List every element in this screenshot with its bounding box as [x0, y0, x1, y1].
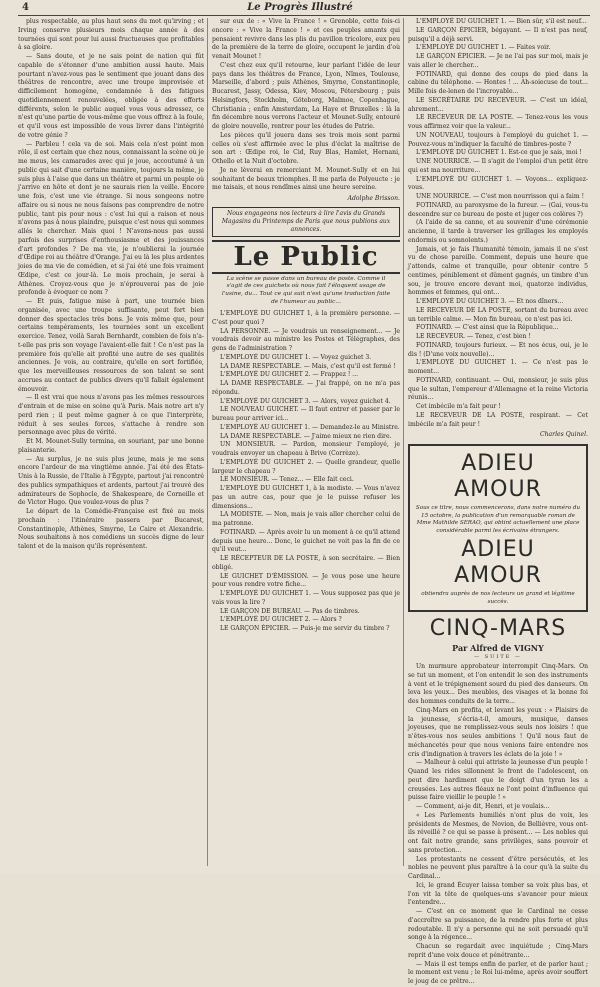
paragraph: Un murmure approbateur interrompit Cinq-Mars. On se tut un moment, et l'on entendit le son des instruments à vent et le trépignement sourd du pied des danseurs. On leva les yeux... Des meubles, des visages et la bonne foi des hommes conduits de la terre... [408, 663, 588, 706]
paragraph: Les pièces qu'il jouera dans ses trois mois sont parmi celles où s'est affirmée avec le plus d'éclat la maîtrise de son art : Œdipe roi, le Cid, Ruy Blas, Hamlet, Hernani, Othello et la Nuit d'octobre. [212, 131, 400, 165]
dialogue-line: L'EMPLOYÉ DU GUICHET 1. — Vous supposez pas que je vais vous la lire ? [212, 590, 400, 606]
dialogue-line: FOTINARD, toujours furieux. — Et nos écus, oui, je le dis ! (D'une voix nouvelle)... [408, 341, 588, 358]
header-rule [18, 15, 590, 16]
newspaper-title: Le Progrès Illustré [247, 2, 353, 13]
dialogue-line: L'EMPLOYÉ DU GUICHET 3. — Alors, voyez guichet 4. [220, 397, 391, 405]
dialogue-line: L'EMPLOYÉ DU GUICHET 1, à la modiste. — Vous n'avez pas un autre cas, pour que je le puisse refuser les dimensions... [212, 485, 400, 510]
dialogue-line: (A l'aide de sa canne, et au souvenir d'une cérémonie ancienne, il tarde à traverser les grillages les employés endormis ou somnolents.) [408, 219, 588, 244]
dialogue-line: L'EMPLOYÉ DU GUICHET 1. Est-ce que je sais, moi ! [416, 149, 582, 157]
dialogue-line: L'EMPLOYÉ DU GUICHET 3. — Et nos dîners... [416, 298, 564, 305]
advert-title: ADIEU AMOUR [454, 451, 542, 502]
dialogue-line: FOTINARD, continuant. — Oui, monsieur, je suis plus que le sultan, l'empereur d'Allemagne et la reine Victoria réunis... [408, 376, 588, 402]
dialogue-line: FOTINARD, qui donne des coups de pied dans la cabine du téléphone. — Hontes ! ... Ah-soiecuse de tout... Mille fois de-lenen de l'incroyable... [408, 70, 588, 95]
advert-adieu-amour [408, 444, 588, 612]
dialogue-line: LA DAME RESPECTABLE. — J'aime mieux ne rien dire. [220, 432, 392, 440]
paragraph: sur eux de : « Vive la France ! » Grenoble, cette fois-ci encore : « Vive la France ! » et ces peuples amants qui pensaient revivre dans les plis du pavillon tricolore, eux peu de la première de la terre de gloire, occupent le jardin d'où venait Mounet ! [212, 18, 400, 60]
column-divider [207, 18, 208, 866]
dialogue-line: LA MODISTE. — Non, mais je vais aller chercher celui de ma patronne. [212, 511, 400, 528]
dialogue-line: L'EMPLOYÉ DU GUICHET 1. — Voyez guichet 3. [220, 353, 372, 361]
dialogue-line: LE RÉCEPTEUR DE LA POSTE, à son secrétaire. — Bien obligé. [212, 555, 400, 571]
section-intro: La scène se passe dans un bureau de poste. Comme il s'agit de ces guichets où nous fait l'éloquent usage de l'usine, du... Tout ce qui suit n'est qu'une traduction faite de l'humeur au public... [221, 275, 391, 305]
paragraph: Ici, le grand Écuyer laissa tomber sa voix plus bas, et l'on vit la tête de quelques-uns s'avancer pour mieux l'entendre... [408, 881, 588, 907]
dialogue-line: LE MONSIEUR. — Tenez... — Elle fait ceci. [220, 476, 354, 484]
serial-author: Par Alfred de VIGNY [452, 642, 544, 653]
dialogue-line: L'EMPLOYÉ DU GUICHET 1. — Bien sûr, s'il est neuf... [416, 18, 587, 25]
dialogue-line: FOTINARD, au paroxysme de la fureur. — (Gai, vous-tu descendre sur ce bureau de poste et juger ces colères ?) [408, 201, 588, 218]
paragraph: — Il est vrai que nous n'avons pas les mêmes ressources d'entrain et de mise en scène qu'à Paris. Mais notre art n'y perd rien ; il peut même gagner à ce que l'interprète, réduit à ses seules forces, s'attache à rendre son personnage avec plus de vérité. [18, 394, 204, 437]
advert-text: Sous ce titre, nous commencerons, dans notre numéro du 15 octobre, la publication d'un remarquable roman de Mme Mathilde SERAO, qui obtint actuellement une place considérable parmi les écrivains étrangers. [415, 505, 581, 534]
dialogue-line: L'EMPLOYÉ AU GUICHET 1. — Demandez-le au Ministre. [220, 423, 400, 431]
advert-title-repeat: ADIEU AMOUR [454, 537, 542, 589]
column-divider [403, 18, 404, 866]
dialogue-line: L'EMPLOYÉ DU GUICHET 1, à la première personne. — C'est pour quoi ? [212, 310, 400, 326]
advert-footer: obtiendra auprès de nos lecteurs un grand et légitime succès. [421, 591, 575, 605]
dialogue-line: UN MONSIEUR. — Pardon, monsieur l'employé, je voudrais envoyer un chapeau à Brive (Corrèze). [212, 441, 400, 458]
dialogue-line: UNE NOURRICE. — Il s'agit de l'emploi d'un petit être qui est ma nourriture... [408, 158, 588, 174]
paragraph: — Comment, ai-je dit, Henri, et je voulais... [416, 803, 550, 811]
serial-suite: — SUITE — [474, 654, 522, 661]
dialogue-line: Cet imbécile m'a fait peur ! [416, 403, 501, 410]
dialogue-line: UNE NOURRICE. — C'est mon nourrisson qui a faim ! [416, 193, 585, 200]
dialogue-line: LE SECRÉTAIRE DU RECEVEUR. — C'est un idéal, ahrement... [408, 96, 588, 113]
dialogue-line: LE GARÇON ÉPICIER, bégayant. — Il n'est pas neuf, puisqu'il a déjà servi. [408, 26, 588, 43]
dialogue-line: LE RECEVEUR DE LA POSTE. — Tenez-vous les vous vous affirmez voir que la valeur... [408, 114, 588, 130]
column-1 [18, 18, 204, 868]
dialogue-line: LE RECEVEUR DE LA POSTE, respirant. — Cet imbécile m'a fait peur ! [408, 411, 588, 428]
dialogue-line: L'EMPLOYÉ DU GUICHET 2. — Frappez ! ... [220, 371, 359, 379]
paragraph: — Malheur à celui qui attriste la jeunesse d'un peuple ! Quand les rides sillonnent le front de l'adolescent, on peut dire hardiment que le doigt d'un tyran les a creusées. Les autres fléaux ne l'ont point d'influence qui puisse faire vieillir le peuple ! » [408, 759, 588, 802]
paragraph: — Au surplus, je ne suis plus jeune, mais je me sens encore l'ardeur de ma vingtième année. J'ai été des États-Unis à la Russie, de l'Italie à l'Égypte, partout j'ai rencontré des publics sympathiques et ardents, partout j'ai trouvé des admirateurs de Sophocle, de Shakespeare, de Corneille et de Victor Hugo. Que voulez-vous de plus ? [18, 455, 204, 507]
author-signature: Adolphe Brisson. [347, 195, 400, 202]
paragraph: — Parbleu ! cela va de soi. Mais cela n'est point mon rôle, il est certain que chez nous, connaissant la scène où je me meus, les camarades avec qui je joue, accoutumé à un public qui sait d'une certaine manière, toujours la même, je suis plus à l'aise que dans un théâtre et parmi un peuple où j'arrive en hôte et dont je ne saurais rien la veille. Encore une fois, c'est une vie étrange. Si nous songeons notre affaire ou si nous ne nous faisons pas comprendre de notre public, tant pis pour nous : c'est lui qui a raison et nous n'avons pas à nous plaindre, puisque c'est nous qui sommes allés le chercher. Mais quoi ! N'avons-nous pas aussi parfois des surprises d'enthousiasme et des jouissances d'art profondes ? De ma vie, je n'oublierai la journée d'Œdipe roi au théâtre d'Orange. J'ai eu là les plus ardentes joies de ma vie de comédien, et si j'ai été une fois vraiment Œdipe, c'est ce jour-là. Le mois prochain, je serai à Athènes. Croyez-vous que je n'éprouverai pas de joie profonde à évoquer ce nom ? [18, 140, 204, 297]
column-2 [212, 18, 400, 868]
dialogue-line: L'EMPLOYÉ DU GUICHET 2. — Quelle grandeur, quelle largeur le chapeau ? [212, 458, 400, 475]
dialogue-line: LE RECEVEUR DE LA POSTE, sortant du bureau avec un terrible calme. — Mon fin bureau, ce n'est pas ici. [408, 306, 588, 323]
paragraph: Chacun se regardait avec inquiétude ; Cinq-Mars reprit d'une voix douce et pénétrante... [408, 943, 588, 959]
author-signature: Charles Quinel. [539, 431, 588, 439]
dialogue-line: L'EMPLOYÉ DU GUICHET 1. — Ce n'est pas le moment... [408, 359, 588, 375]
column-3 [408, 18, 588, 986]
dialogue-line: L'EMPLOYÉ DU GUICHET 1. — Voyons... expliquez-vous. [408, 175, 588, 192]
dialogue-line: Jamais, et je fais l'humanité témoin, jamais il ne s'est vu de chose pareille. Comment, depuis une heure que j'attends, calme et tranquille, pour obtenir contre 5 centimes, péniblement et dûment gagnés, un timbre d'un sou, je trouve encore devant moi, quatorze individus, hommes et femmes, qui ont... [408, 245, 588, 297]
paragraph: Cinq-Mars en profita, et levant les yeux : « Plaisirs de la jeunesse, s'écria-t-il, amours, musique, danses joyeuses, que ne remplissez-vous seuls nos loisirs ! que n'êtes-vous nos seules ambitions ! Qu'il nous faut de méchancetés pour que nous venions faire entendre nos cris d'indignation à travers les éclats de la joie ! » [408, 706, 588, 758]
dialogue [212, 310, 400, 634]
dialogue-line: LA PERSONNE. — Je voudrais un renseignement... — Je voudrais devoir au ministre les Postes et Télégraphes, des gens de l'administration ? [212, 327, 400, 353]
paragraph: plus respectable, au plus haut sens du mot qu'irving ; et Irving conserve plusieurs mois chaque année à des tournées qui sont pour lui aussi fructueuses que profitables à sa gloire. [18, 18, 204, 52]
page-number: 4 [22, 2, 29, 13]
paragraph: « Les Parlements humiliés n'ont plus de voix, les présidents de Mesmes, de Novion, de Bellièvre, vous ont-ils réveillé ? ce qui se passe à présent... — Les nobles qui ont fait notre grande, sans privilèges, sans pouvoir et sans protection... [408, 811, 588, 854]
paragraph: — Sans doute, et je ne sais point de nation qui fût capable de s'étonner d'une ambition aussi haute. Mais pourtant n'avez-vous pas le sentiment que jouant dans des théâtres de rencontre, avec une troupe improvisée et difficilement homogène, condamnée à des fatigues quotidiennement renouvelées, obligée à des efforts différents, selon le public auquel vous vous adressez, ce n'est qu'une partie de vous-même que vous offrez à la foule, et qu'il vous est impossible de vous livrer dans l'intégrité de votre génie ? [18, 53, 204, 139]
dialogue-line: LE GARÇON ÉPICIER. — Je ne l'ai pas sur moi, mais je vais aller le chercher... [408, 53, 588, 69]
dialogue-line: LE RECEVEUR. — Tenez, c'est bien ! [416, 333, 531, 340]
paragraph: Et M. Mounet-Sully termina, en souriant, par une bonne plaisanterie. [18, 438, 204, 454]
dialogue-line: UN NOUVEAU, toujours à l'employé du guichet 1. — Pouvez-vous m'indiquer la faculté de timbres-poste ? [408, 131, 588, 148]
dialogue-line: FOTINARD. — C'est ainsi que la République... [416, 324, 559, 332]
dialogue-line: L'EMPLOYÉ DU GUICHET 2. — Alors ? [220, 616, 342, 624]
dialogue-line: LE GARÇON DE BUREAU. — Pas de timbres. [220, 607, 360, 615]
paragraph: — C'est en ce moment que le Cardinal ne cesse d'accroître sa puissance, de la rendre plus forte et plus redoutable. Il n'y a personne qui ne soit persuadé qu'il songe à la régence... [408, 908, 588, 942]
dialogue-line: LE NOUVEAU GUICHET. — Il faut entrer et passer par le bureau pour arriver ici... [212, 406, 400, 423]
dialogue-line: LE GARÇON ÉPICIER. — Puis-je me servir du timbre ? [220, 625, 390, 633]
dialogue-line: LA DAME RESPECTABLE. — J'ai frappé, on ne m'a pas répondu. [212, 380, 400, 396]
dialogue-line: LA DAME RESPECTABLE. — Mais, c'est qu'il est fermé ! [220, 362, 396, 370]
dialogue-line: LE GUICHET D'ÉMISSION. — Je vous pose une heure pour vous rendre votre fiche... [212, 572, 400, 589]
paragraph: Le départ de la Comédie-Française est fixé au mois prochain : l'itinéraire passera par Bucarest, Constantinople, Athènes, Smyrne, Le Caire et Alexandrie. Nous souhaitons à nos comédiens un succès digne de leur talent et de la maison qu'ils représentent. [18, 508, 204, 550]
paragraph: Les protestants ne cessent d'être persécutés, et les nobles ne peuvent plus paraître à la cour qu'à la suite du Cardinal... [408, 855, 588, 881]
paragraph: Je ne lèverai en remerciant M. Mounet-Sully et en lui souhaitant de beaux triomphes. Il me parla de Polyeucte : je me taisais, et nous rendîmes ainsi une heure sereine. [212, 166, 400, 192]
dialogue-line: L'EMPLOYÉ DU GUICHET 1. — Faites voir. [416, 44, 551, 52]
serial-cinq-mars [408, 616, 588, 987]
paragraph: C'est chez eux qu'il retourne, leur parlant l'idée de leur pays dans les théâtres de France, Lyon, Nîmes, Toulouse, Marseille, d'abord ; puis Athènes, Smyrne, Constantinople, Bucarest, Jassy, Odessa, Kiev, Moscou, Pétersbourg ; puis Helsingfors, Stockholm, Göteborg, Malmoe, Copenhague, Christiania ; enfin Amsterdam, La Haye et Bruxelles : là la fin décembre nous verrons l'acteur et Mounet-Sully, entouré de gloire nouvelle, rentrer pour les études de Patrie. [212, 61, 400, 130]
paragraph: — Et puis, fatigue mise à part, une tournée bien organisée, avec une troupe suffisante, peut fort bien donner des spectacles très bons. Je vois même que, pour certains tempéraments, les tournées sont un excellent exercice. Tenez, voilà Sarah Bernhardt, combien de fois n'a-t-elle pas pris son voyage l'avaient-elle fait ! Ce n'est pas la première fois qu'elle ait profité une autre de ses qualités anciennes. Je vois, au contraire, qu'elle en sort fortifiée, que les merveilleuses ressources de son talent se sont accrues au contact de publics divers qu'il fallait également émouvoir. [18, 298, 204, 393]
paragraph: — Mais il est temps enfin de parler, et de parler haut ; le moment est venu ; le Roi lui-même, après avoir souffert le joug de ce prêtre... [408, 960, 588, 986]
page-header [0, 0, 600, 16]
serial-title: CINQ-MARS [429, 615, 567, 641]
notice-box: Nous engageons nos lecteurs à lire l'avis du Grands Magasins du Printemps de Paris que nous publions aux annonces. [212, 207, 400, 237]
section-title: Le Public [212, 240, 400, 274]
dialogue-line: FOTINARD. — Après avoir lu un moment à ce qu'il attend depuis une heure... Donc, le guichet ne voit pas la fin de ce qu'il veut... [212, 528, 400, 554]
